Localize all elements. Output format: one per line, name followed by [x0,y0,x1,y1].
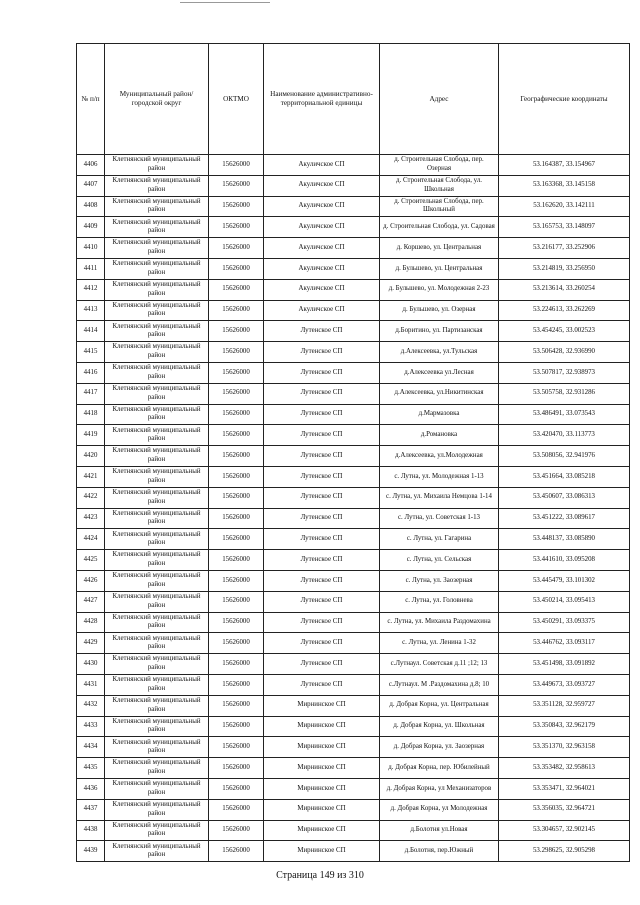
row-district: Клетнянский муниципальный район [105,425,209,446]
row-admin-unit: Акуличское СП [264,175,380,196]
row-number: 4435 [77,758,105,779]
table-row [77,529,630,550]
row-district: Клетнянский муниципальный район [105,674,209,695]
table-row [77,321,630,342]
row-address: с. Лутна, ул. Михаила Раздомахина [380,612,499,633]
row-oktmo: 15626000 [209,633,264,654]
row-admin-unit: Акуличское СП [264,279,380,300]
row-number: 4416 [77,362,105,383]
row-address: д.Алексеевка, ул.Никитинская [380,383,499,404]
row-coordinates: 53.353471, 32.964021 [499,778,630,799]
row-district: Клетнянский муниципальный район [105,196,209,217]
row-address: с.Лутнаул. Советская д.11 ;12; 13 [380,654,499,675]
table-body [77,155,630,862]
row-admin-unit: Мирнинское СП [264,820,380,841]
row-oktmo: 15626000 [209,155,264,176]
row-coordinates: 53.451222, 33.089617 [499,508,630,529]
row-admin-unit: Акуличское СП [264,238,380,259]
row-admin-unit: Мирнинское СП [264,737,380,758]
row-oktmo: 15626000 [209,716,264,737]
row-address: д. Добрая Корна, ул Механизаторов [380,778,499,799]
table-row [77,716,630,737]
row-district: Клетнянский муниципальный район [105,778,209,799]
header-oktmo: ОКТМО [209,44,264,155]
row-number: 4433 [77,716,105,737]
table-row [77,155,630,176]
row-coordinates: 53.351128, 32.959727 [499,695,630,716]
row-coordinates: 53.165753, 33.148097 [499,217,630,238]
row-oktmo: 15626000 [209,321,264,342]
row-number: 4426 [77,570,105,591]
table-row [77,425,630,446]
row-oktmo: 15626000 [209,737,264,758]
row-admin-unit: Акуличское СП [264,196,380,217]
row-district: Клетнянский муниципальный район [105,820,209,841]
row-number: 4439 [77,841,105,862]
table-row [77,570,630,591]
row-admin-unit: Мирнинское СП [264,841,380,862]
row-address: д.Романовка [380,425,499,446]
row-admin-unit: Лутенское СП [264,383,380,404]
table-row [77,487,630,508]
row-admin-unit: Лутенское СП [264,362,380,383]
row-district: Клетнянский муниципальный район [105,258,209,279]
row-admin-unit: Лутенское СП [264,404,380,425]
row-admin-unit: Лутенское СП [264,550,380,571]
table-row [77,196,630,217]
row-admin-unit: Лутенское СП [264,508,380,529]
row-coordinates: 53.507817, 32.938973 [499,362,630,383]
row-district: Клетнянский муниципальный район [105,321,209,342]
row-district: Клетнянский муниципальный район [105,487,209,508]
row-district: Клетнянский муниципальный район [105,155,209,176]
table-row [77,279,630,300]
row-oktmo: 15626000 [209,778,264,799]
row-district: Клетнянский муниципальный район [105,591,209,612]
row-number: 4418 [77,404,105,425]
row-number: 4427 [77,591,105,612]
row-oktmo: 15626000 [209,300,264,321]
row-admin-unit: Лутенское СП [264,425,380,446]
row-coordinates: 53.454245, 33.002523 [499,321,630,342]
row-coordinates: 53.450607, 33.086313 [499,487,630,508]
row-address: д. Строительная Слобода, пер. Озерная [380,155,499,176]
row-coordinates: 53.213614, 33.260254 [499,279,630,300]
row-oktmo: 15626000 [209,466,264,487]
row-admin-unit: Акуличское СП [264,300,380,321]
table-row [77,217,630,238]
row-district: Клетнянский муниципальный район [105,612,209,633]
row-number: 4429 [77,633,105,654]
row-address: д. Коршево, ул. Центральная [380,238,499,259]
table-row [77,695,630,716]
row-district: Клетнянский муниципальный район [105,841,209,862]
row-district: Клетнянский муниципальный район [105,362,209,383]
row-admin-unit: Лутенское СП [264,570,380,591]
row-number: 4428 [77,612,105,633]
table-row [77,342,630,363]
table-row [77,175,630,196]
row-address: д.Алексеевка, ул.Молодежная [380,446,499,467]
table-row [77,654,630,675]
row-address: с. Лутна, ул. Сельская [380,550,499,571]
row-number: 4410 [77,238,105,259]
row-address: с. Лутна, ул. Советская 1-13 [380,508,499,529]
row-address: д. Бульшево, ул. Молодежная 2-23 [380,279,499,300]
row-admin-unit: Лутенское СП [264,342,380,363]
row-oktmo: 15626000 [209,279,264,300]
row-coordinates: 53.450214, 33.095413 [499,591,630,612]
row-number: 4413 [77,300,105,321]
table-row [77,778,630,799]
row-coordinates: 53.216177, 33.252906 [499,238,630,259]
row-oktmo: 15626000 [209,175,264,196]
header-coordinates: Географические координаты [499,44,630,155]
table-row [77,674,630,695]
row-admin-unit: Акуличское СП [264,217,380,238]
table-row [77,300,630,321]
row-number: 4406 [77,155,105,176]
row-number: 4421 [77,466,105,487]
row-oktmo: 15626000 [209,258,264,279]
row-admin-unit: Лутенское СП [264,446,380,467]
row-coordinates: 53.451664, 33.085218 [499,466,630,487]
row-oktmo: 15626000 [209,196,264,217]
row-admin-unit: Лутенское СП [264,633,380,654]
row-coordinates: 53.350843, 32.962179 [499,716,630,737]
row-district: Клетнянский муниципальный район [105,570,209,591]
row-admin-unit: Лутенское СП [264,321,380,342]
row-district: Клетнянский муниципальный район [105,695,209,716]
row-coordinates: 53.163368, 33.145158 [499,175,630,196]
header-number: № п/п [77,44,105,155]
row-oktmo: 15626000 [209,217,264,238]
row-coordinates: 53.162620, 33.142111 [499,196,630,217]
row-address: д. Строительная Слобода, ул. Школьная [380,175,499,196]
table-row [77,550,630,571]
row-number: 4412 [77,279,105,300]
table-row [77,238,630,259]
table-row [77,258,630,279]
row-oktmo: 15626000 [209,612,264,633]
table-row [77,508,630,529]
row-oktmo: 15626000 [209,342,264,363]
row-number: 4415 [77,342,105,363]
row-coordinates: 53.164387, 33.154967 [499,155,630,176]
row-oktmo: 15626000 [209,820,264,841]
row-district: Клетнянский муниципальный район [105,550,209,571]
row-coordinates: 53.506428, 32.936990 [499,342,630,363]
row-district: Клетнянский муниципальный район [105,404,209,425]
row-address: д. Добрая Корна, ул Молодежная [380,799,499,820]
table-row [77,758,630,779]
row-oktmo: 15626000 [209,529,264,550]
row-address: д.Мармазовка [380,404,499,425]
row-number: 4420 [77,446,105,467]
row-address: д. Строительная Слобода, пер. Школьный [380,196,499,217]
row-admin-unit: Лутенское СП [264,612,380,633]
row-number: 4438 [77,820,105,841]
row-number: 4411 [77,258,105,279]
row-address: д.Боритино, ул. Партизанская [380,321,499,342]
row-address: д. Добрая Корна, пер. Юбилейный [380,758,499,779]
row-number: 4436 [77,778,105,799]
row-coordinates: 53.304657, 32.902145 [499,820,630,841]
row-oktmo: 15626000 [209,508,264,529]
row-oktmo: 15626000 [209,654,264,675]
row-oktmo: 15626000 [209,425,264,446]
row-address: с. Лутна, ул. Заозерная [380,570,499,591]
row-address: д. Добрая Корна, ул. Школьная [380,716,499,737]
row-district: Клетнянский муниципальный район [105,279,209,300]
table-row [77,737,630,758]
row-coordinates: 53.356035, 32.964721 [499,799,630,820]
table-row [77,383,630,404]
row-district: Клетнянский муниципальный район [105,737,209,758]
table-row [77,612,630,633]
row-oktmo: 15626000 [209,238,264,259]
row-oktmo: 15626000 [209,383,264,404]
row-oktmo: 15626000 [209,758,264,779]
row-coordinates: 53.505758, 32.931286 [499,383,630,404]
row-coordinates: 53.214819, 33.256950 [499,258,630,279]
row-address: с. Лутна, ул. Молодежная 1-13 [380,466,499,487]
row-admin-unit: Лутенское СП [264,654,380,675]
row-address: д. Бульшево, ул. Центральная [380,258,499,279]
row-address: д. Добрая Корна, ул. Заозерная [380,737,499,758]
scan-mark [180,2,270,3]
row-address: д.Болотня ул.Новая [380,820,499,841]
row-number: 4432 [77,695,105,716]
row-address: д. Строительная Слобода, ул. Садовая [380,217,499,238]
row-district: Клетнянский муниципальный район [105,383,209,404]
row-address: с. Лутна, ул. Михаила Немцова 1-14 [380,487,499,508]
row-coordinates: 53.449673, 33.093727 [499,674,630,695]
row-admin-unit: Лутенское СП [264,466,380,487]
row-coordinates: 53.446762, 33.093117 [499,633,630,654]
row-district: Клетнянский муниципальный район [105,633,209,654]
row-coordinates: 53.451498, 33.091892 [499,654,630,675]
row-coordinates: 53.224613, 33.262269 [499,300,630,321]
row-district: Клетнянский муниципальный район [105,217,209,238]
row-admin-unit: Мирнинское СП [264,716,380,737]
table-row [77,446,630,467]
row-district: Клетнянский муниципальный район [105,716,209,737]
row-number: 4409 [77,217,105,238]
row-address: с. Лутна, ул. Гагарина [380,529,499,550]
row-number: 4417 [77,383,105,404]
row-admin-unit: Мирнинское СП [264,799,380,820]
row-coordinates: 53.448137, 33.085890 [499,529,630,550]
row-district: Клетнянский муниципальный район [105,342,209,363]
row-oktmo: 15626000 [209,841,264,862]
row-address: д. Добрая Корна, ул. Центральная [380,695,499,716]
row-coordinates: 53.441610, 33.095208 [499,550,630,571]
row-number: 4407 [77,175,105,196]
row-coordinates: 53.351370, 32.963158 [499,737,630,758]
row-address: д.Болотня, пер.Южный [380,841,499,862]
row-number: 4425 [77,550,105,571]
row-district: Клетнянский муниципальный район [105,654,209,675]
row-district: Клетнянский муниципальный район [105,238,209,259]
table-row [77,404,630,425]
row-coordinates: 53.450291, 33.093375 [499,612,630,633]
row-number: 4431 [77,674,105,695]
row-district: Клетнянский муниципальный район [105,300,209,321]
row-admin-unit: Мирнинское СП [264,778,380,799]
row-number: 4424 [77,529,105,550]
row-district: Клетнянский муниципальный район [105,466,209,487]
row-number: 4437 [77,799,105,820]
row-coordinates: 53.420470, 33.113773 [499,425,630,446]
row-coordinates: 53.508056, 32.941976 [499,446,630,467]
row-number: 4408 [77,196,105,217]
row-address: д.Алексеевка ул.Лесная [380,362,499,383]
table-row [77,362,630,383]
row-number: 4430 [77,654,105,675]
header-admin-unit: Наименование административно-территориальной единицы [264,44,380,155]
row-admin-unit: Мирнинское СП [264,758,380,779]
row-address: с.Лутнаул. М .Раздомахина д.8; 10 [380,674,499,695]
table-row [77,799,630,820]
row-oktmo: 15626000 [209,446,264,467]
row-admin-unit: Акуличское СП [264,155,380,176]
row-number: 4414 [77,321,105,342]
row-number: 4422 [77,487,105,508]
row-district: Клетнянский муниципальный район [105,175,209,196]
row-address: с. Лутна, ул. Ленина 1-32 [380,633,499,654]
table-row [77,633,630,654]
address-register-table [76,43,630,862]
row-district: Клетнянский муниципальный район [105,508,209,529]
row-oktmo: 15626000 [209,487,264,508]
row-address: д.Алексеевка, ул.Тульская [380,342,499,363]
page-number: Страница 149 из 310 [276,870,364,881]
row-oktmo: 15626000 [209,674,264,695]
row-oktmo: 15626000 [209,404,264,425]
row-district: Клетнянский муниципальный район [105,529,209,550]
table-row [77,466,630,487]
row-number: 4419 [77,425,105,446]
row-admin-unit: Лутенское СП [264,674,380,695]
row-address: д. Бульшево, ул. Озерная [380,300,499,321]
table-header-row [77,44,630,155]
row-oktmo: 15626000 [209,799,264,820]
header-address: Адрес [380,44,499,155]
header-district: Муниципальный район/городской округ [105,44,209,155]
row-district: Клетнянский муниципальный район [105,758,209,779]
row-oktmo: 15626000 [209,570,264,591]
row-number: 4423 [77,508,105,529]
table-row [77,591,630,612]
row-admin-unit: Лутенское СП [264,529,380,550]
row-coordinates: 53.445479, 33.101302 [499,570,630,591]
row-oktmo: 15626000 [209,362,264,383]
table-row [77,841,630,862]
row-address: с. Лутна, ул. Головнева [380,591,499,612]
row-oktmo: 15626000 [209,695,264,716]
row-coordinates: 53.298625, 32.905298 [499,841,630,862]
row-coordinates: 53.486491, 33.073543 [499,404,630,425]
row-oktmo: 15626000 [209,550,264,571]
row-admin-unit: Лутенское СП [264,487,380,508]
row-district: Клетнянский муниципальный район [105,799,209,820]
row-district: Клетнянский муниципальный район [105,446,209,467]
table-row [77,820,630,841]
row-admin-unit: Мирнинское СП [264,695,380,716]
row-oktmo: 15626000 [209,591,264,612]
row-admin-unit: Лутенское СП [264,591,380,612]
row-coordinates: 53.353482, 32.958613 [499,758,630,779]
row-admin-unit: Акуличское СП [264,258,380,279]
row-number: 4434 [77,737,105,758]
